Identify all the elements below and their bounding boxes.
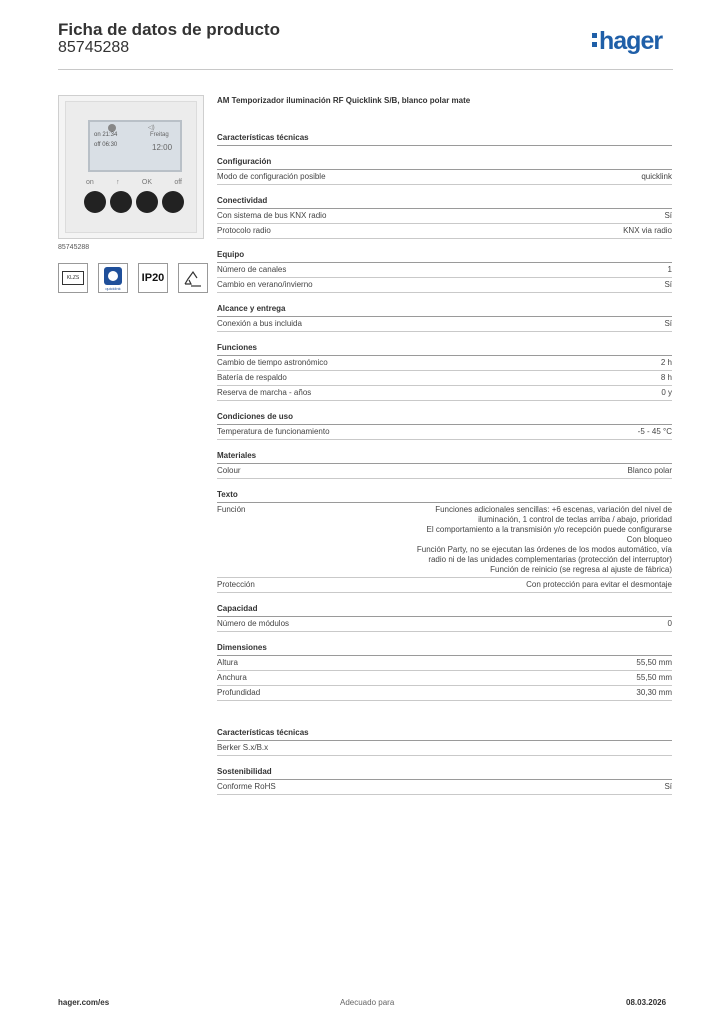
spec-row xyxy=(217,741,672,756)
device-button xyxy=(110,191,132,213)
button-label: off xyxy=(174,179,182,186)
spec-label: Batería de respaldo xyxy=(217,373,287,382)
spec-section xyxy=(217,196,672,239)
spec-value-line: 2 h xyxy=(660,358,672,367)
spec-value-line: 1 xyxy=(667,265,672,274)
device-button xyxy=(84,191,106,213)
spec-label: Profundidad xyxy=(217,688,261,697)
display-day-text: Freitag xyxy=(150,132,169,138)
spec-row xyxy=(217,780,672,795)
section-gap xyxy=(217,712,672,728)
spec-value-line: 55,50 mm xyxy=(636,673,672,682)
spec-value xyxy=(641,172,672,182)
spec-section xyxy=(217,133,672,146)
spec-label: Reserva de marcha - años xyxy=(217,388,312,397)
footer-note: Adecuado para xyxy=(340,998,395,1007)
spec-label: Cambio de tiempo astronómico xyxy=(217,358,328,367)
spec-section xyxy=(217,451,672,479)
section-title: Equipo xyxy=(217,250,672,263)
section-title: Materiales xyxy=(217,451,672,464)
spec-label: Conforme RoHS xyxy=(217,782,276,791)
display-on-text: on 21:34 xyxy=(94,132,118,138)
device-button xyxy=(136,191,158,213)
spec-label: Temperatura de funcionamiento xyxy=(217,427,330,436)
spec-value xyxy=(636,673,672,683)
device-buttons xyxy=(84,191,184,213)
spec-value xyxy=(664,211,672,221)
recycling-badge-icon xyxy=(178,263,208,293)
spec-value xyxy=(628,466,672,476)
spec-value-line: 55,50 mm xyxy=(636,658,672,667)
spec-value-line: 0 y xyxy=(661,388,672,397)
section-title: Características técnicas xyxy=(217,728,672,741)
footer-website[interactable]: hager.com/es xyxy=(58,998,110,1007)
device-plate xyxy=(65,101,197,233)
spec-row xyxy=(217,578,672,593)
quicklink-badge-icon: quicklink xyxy=(98,263,128,293)
spec-value xyxy=(638,427,672,437)
spec-row xyxy=(217,209,672,224)
spec-sections xyxy=(217,133,672,795)
section-title: Dimensiones xyxy=(217,643,672,656)
spec-value xyxy=(664,782,672,792)
spec-label: Protocolo radio xyxy=(217,226,271,235)
product-title: AM Temporizador iluminación RF Quicklink S/B, blanco polar mate xyxy=(217,96,471,105)
spec-row xyxy=(217,464,672,479)
footer-date: 08.03.2026 xyxy=(626,998,667,1007)
spec-value-line: El comportamiento a la transmisión y/o recepción puede configurarse xyxy=(426,525,672,534)
spec-label: Número de módulos xyxy=(217,619,290,628)
header-divider xyxy=(58,69,673,70)
spec-label: Altura xyxy=(217,658,238,667)
section-title: Alcance y entrega xyxy=(217,304,672,317)
spec-section xyxy=(217,250,672,293)
spec-value xyxy=(668,265,672,275)
spec-value-line: Sí xyxy=(664,782,672,791)
spec-label: Con sistema de bus KNX radio xyxy=(217,211,327,220)
product-image xyxy=(58,95,204,239)
spec-row xyxy=(217,656,672,671)
spec-value xyxy=(664,319,672,329)
spec-content xyxy=(217,96,672,806)
spec-value-line: Blanco polar xyxy=(627,466,672,475)
spec-value xyxy=(661,358,672,368)
spec-value xyxy=(664,280,672,290)
spec-value xyxy=(661,373,672,383)
spec-section xyxy=(217,343,672,401)
display-time-text: 12:00 xyxy=(152,143,173,152)
spec-row xyxy=(217,617,672,632)
spec-label: Número de canales xyxy=(217,265,287,274)
section-title: Configuración xyxy=(217,157,672,170)
spec-value-line: -5 - 45 °C xyxy=(637,427,672,436)
spec-value-line: quicklink xyxy=(641,172,672,181)
spec-value-line: 30,30 mm xyxy=(636,688,672,697)
spec-label: Anchura xyxy=(217,673,247,682)
badge-row xyxy=(58,263,218,293)
button-labels xyxy=(86,179,182,186)
button-label: OK xyxy=(141,179,153,186)
kst-badge-icon: KLZS xyxy=(58,263,88,293)
spec-row xyxy=(217,371,672,386)
spec-section xyxy=(217,767,672,795)
display-off-text: off 06:30 xyxy=(94,142,118,148)
spec-value-line: Sí xyxy=(664,319,672,328)
spec-row xyxy=(217,671,672,686)
spec-value xyxy=(417,505,672,575)
spec-value-line: 0 xyxy=(667,619,672,628)
spec-value-line: radio ni de las unidades complementarias (protección del interruptor) xyxy=(428,555,672,564)
spec-row xyxy=(217,503,672,578)
logo-dots-icon xyxy=(592,33,597,51)
spec-row xyxy=(217,170,672,185)
spec-label: Cambio en verano/invierno xyxy=(217,280,313,289)
section-title: Conectividad xyxy=(217,196,672,209)
spec-value xyxy=(661,388,672,398)
spec-value xyxy=(636,688,672,698)
spec-value-line: Con protección para evitar el desmontaje xyxy=(526,580,672,589)
spec-label: Colour xyxy=(217,466,241,475)
spec-value-line: Función Party, no se ejecutan las órdenes de los modos automático, vía xyxy=(416,545,672,554)
spec-section xyxy=(217,643,672,701)
spec-row xyxy=(217,278,672,293)
product-code: 85745288 xyxy=(58,39,130,56)
section-title: Sostenibilidad xyxy=(217,767,672,780)
spec-row xyxy=(217,356,672,371)
spec-section xyxy=(217,728,672,756)
spec-value-line: 8 h xyxy=(660,373,672,382)
spec-label: Berker S.x/B.x xyxy=(217,743,269,752)
page-title: Ficha de datos de producto xyxy=(58,20,280,39)
spec-section xyxy=(217,412,672,440)
section-title: Texto xyxy=(217,490,672,503)
spec-row xyxy=(217,317,672,332)
button-label: ↑ xyxy=(116,179,120,186)
spec-section xyxy=(217,604,672,632)
spec-value-line: Funciones adicionales sencillas: +6 escenas, variación del nivel de xyxy=(435,505,672,514)
spec-value xyxy=(526,580,672,590)
spec-section xyxy=(217,157,672,185)
section-title: Condiciones de uso xyxy=(217,412,672,425)
spec-row xyxy=(217,686,672,701)
spec-value-line: iluminación, 1 control de teclas arriba / abajo, prioridad xyxy=(478,515,672,524)
hager-logo: hager xyxy=(592,27,662,56)
spec-label: Función xyxy=(217,505,246,514)
ip20-badge: IP20 xyxy=(138,263,168,293)
spec-label: Modo de configuración posible xyxy=(217,172,326,181)
spec-value-line: KNX via radio xyxy=(623,226,672,235)
clock-icon xyxy=(108,124,116,132)
spec-value xyxy=(636,658,672,668)
spec-label: Protección xyxy=(217,580,255,589)
section-title: Capacidad xyxy=(217,604,672,617)
spec-value-line: Sí xyxy=(664,211,672,220)
spec-value xyxy=(668,619,672,629)
device-display xyxy=(88,120,182,172)
spec-value-line: Sí xyxy=(664,280,672,289)
section-title: Características técnicas xyxy=(217,133,672,146)
spec-row xyxy=(217,263,672,278)
spec-row xyxy=(217,224,672,239)
device-button xyxy=(162,191,184,213)
spec-section xyxy=(217,304,672,332)
button-label: on xyxy=(86,179,94,186)
spec-row xyxy=(217,425,672,440)
speaker-icon: ◁) xyxy=(148,125,155,131)
spec-value-line: Función de reinicio (se regresa al ajuste de fábrica) xyxy=(490,565,672,574)
image-caption: 85745288 xyxy=(58,244,90,251)
spec-value xyxy=(623,226,672,236)
spec-label: Conexión a bus incluida xyxy=(217,319,302,328)
section-title: Funciones xyxy=(217,343,672,356)
spec-section xyxy=(217,490,672,593)
spec-value-line: Con bloqueo xyxy=(626,535,672,544)
spec-row xyxy=(217,386,672,401)
